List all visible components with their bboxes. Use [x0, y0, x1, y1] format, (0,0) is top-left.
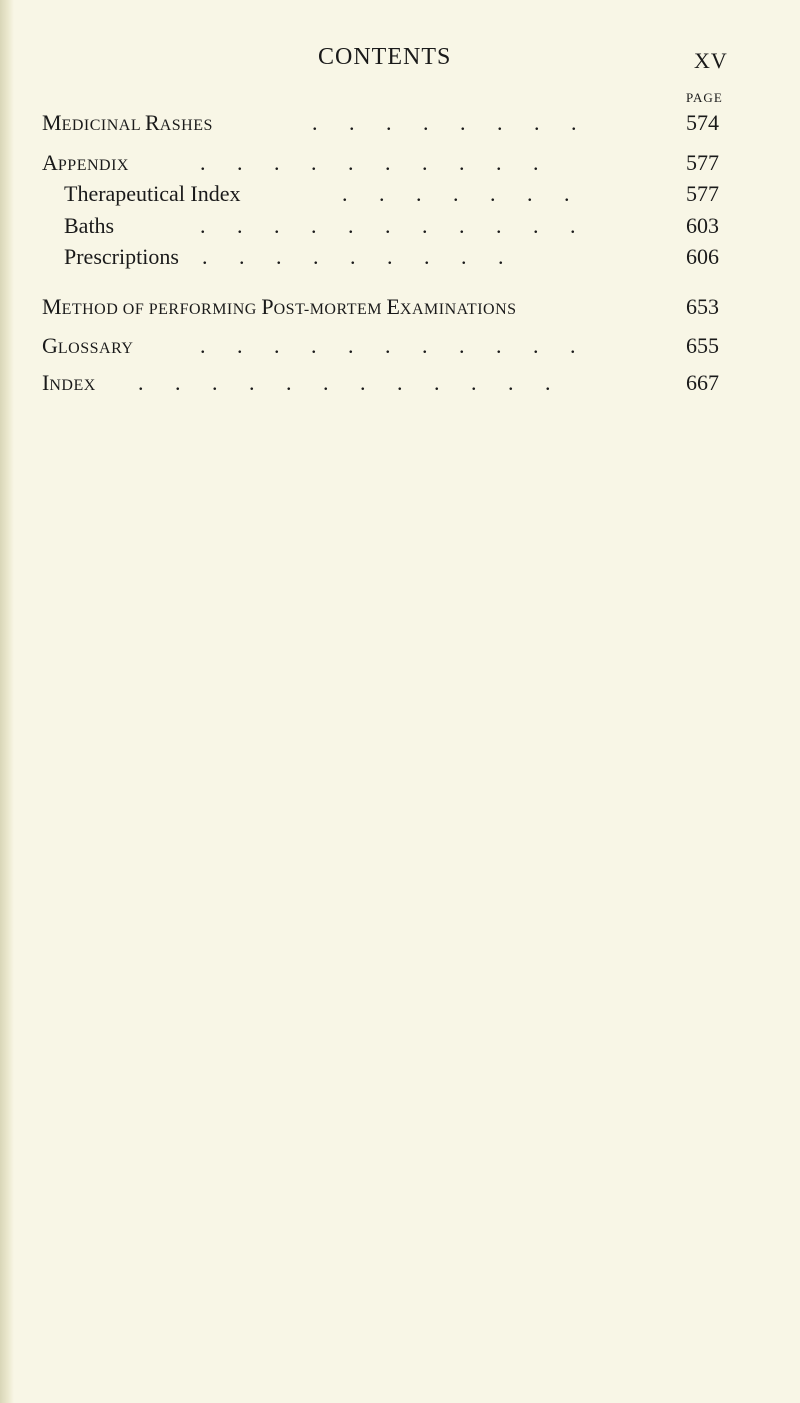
toc-page-number: 574: [686, 110, 719, 135]
toc-entry-medicinal-rashes[interactable]: [0, 110, 800, 142]
toc-page-number: 653: [686, 294, 719, 319]
toc-page-number: 603: [686, 213, 719, 238]
running-header: [0, 40, 800, 80]
toc-leader-dots: . . . . . . . . . . . .: [138, 370, 564, 395]
page-title: CONTENTS: [318, 44, 452, 70]
toc-entry-glossary[interactable]: [0, 333, 800, 365]
page-number: XV: [694, 48, 728, 73]
toc-entry-title: METHOD OF PERFORMING POST-MORTEM EXAMINATIONS: [42, 294, 517, 319]
toc-entry-title: Prescriptions: [64, 244, 179, 269]
toc-page-number: 606: [686, 244, 719, 269]
toc-page-number: 655: [686, 333, 719, 358]
toc-leader-dots: . . . . . . .: [342, 181, 583, 206]
toc-entry-title: APPENDIX: [42, 150, 129, 175]
toc-entry-title: MEDICINAL RASHES: [42, 110, 213, 135]
toc-leader-dots: . . . . . . . . . . .: [200, 213, 589, 238]
toc-leader-dots: . . . . . . . .: [312, 110, 590, 135]
toc-page-number: 577: [686, 181, 719, 206]
toc-page-number: 577: [686, 150, 719, 175]
toc-leader-dots: . . . . . . . . .: [202, 244, 517, 269]
toc-entry-title: Therapeutical Index: [64, 181, 241, 206]
toc-entry-baths[interactable]: [0, 213, 800, 245]
toc-entry-title: GLOSSARY: [42, 333, 134, 358]
toc-leader-dots: . . . . . . . . . .: [200, 150, 552, 175]
toc-entry-title: Baths: [64, 213, 115, 238]
toc-entry-index[interactable]: [0, 370, 800, 402]
toc-entry-post-mortem[interactable]: [0, 294, 800, 326]
toc-entry-title: INDEX: [42, 370, 96, 395]
toc-entry-appendix[interactable]: [0, 150, 800, 182]
toc-entry-prescriptions[interactable]: [0, 244, 800, 276]
toc-leader-dots: . . . . . . . . . . .: [200, 333, 589, 358]
toc-page-number: 667: [686, 370, 719, 395]
toc-entry-therapeutical-index[interactable]: [0, 181, 800, 213]
page-column-label: PAGE: [686, 90, 723, 105]
